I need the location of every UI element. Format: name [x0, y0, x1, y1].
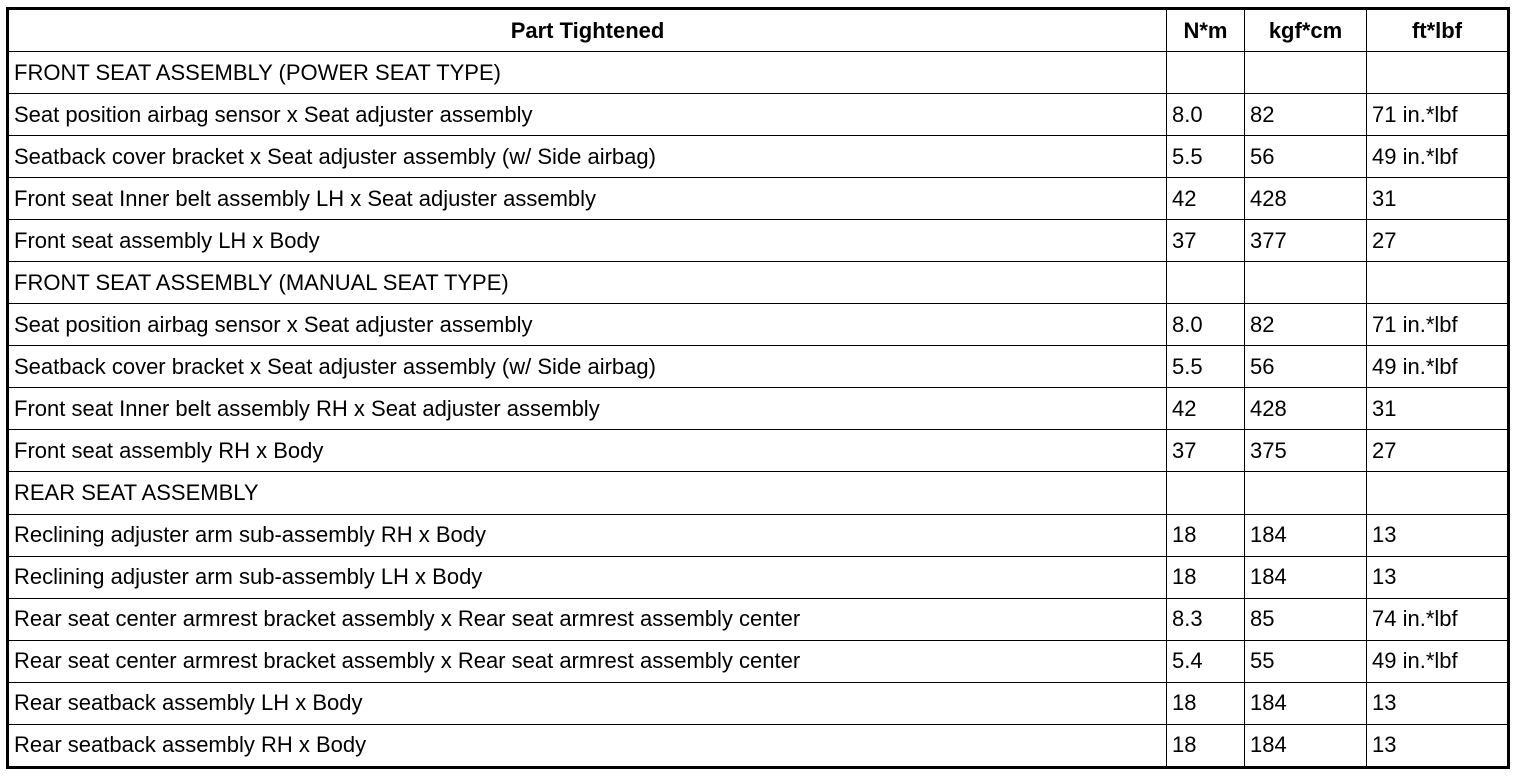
cell-ftlbf: 13	[1367, 556, 1509, 598]
table-row	[8, 640, 1509, 682]
cell-part: Front seat Inner belt assembly LH x Seat adjuster assembly	[8, 178, 1167, 220]
cell-nm: 8.0	[1167, 94, 1245, 136]
header-part-tightened: Part Tightened	[8, 9, 1167, 52]
cell-ftlbf: 49 in.*lbf	[1367, 640, 1509, 682]
cell-nm: 18	[1167, 724, 1245, 767]
cell-kgfcm: 56	[1245, 136, 1367, 178]
cell-kgfcm: 428	[1245, 388, 1367, 430]
cell-nm: 18	[1167, 682, 1245, 724]
cell-ftlbf: 49 in.*lbf	[1367, 136, 1509, 178]
cell-nm: 42	[1167, 388, 1245, 430]
table-row	[8, 388, 1509, 430]
table-row	[8, 598, 1509, 640]
table-row	[8, 556, 1509, 598]
header-nm: N*m	[1167, 9, 1245, 52]
cell-nm: 5.4	[1167, 640, 1245, 682]
cell-part: Seatback cover bracket x Seat adjuster assembly (w/ Side airbag)	[8, 136, 1167, 178]
cell-nm: 5.5	[1167, 136, 1245, 178]
cell-ftlbf: 74 in.*lbf	[1367, 598, 1509, 640]
cell-kgfcm: 184	[1245, 724, 1367, 767]
cell-kgfcm	[1245, 52, 1367, 94]
cell-ftlbf: 13	[1367, 682, 1509, 724]
header-row	[8, 9, 1509, 52]
cell-ftlbf: 71 in.*lbf	[1367, 94, 1509, 136]
cell-kgfcm: 184	[1245, 514, 1367, 556]
cell-nm: 18	[1167, 514, 1245, 556]
cell-ftlbf: 13	[1367, 514, 1509, 556]
cell-nm: 37	[1167, 430, 1245, 472]
cell-nm: 8.0	[1167, 304, 1245, 346]
cell-part: Front seat assembly RH x Body	[8, 430, 1167, 472]
table-row	[8, 220, 1509, 262]
cell-part: FRONT SEAT ASSEMBLY (POWER SEAT TYPE)	[8, 52, 1167, 94]
cell-ftlbf	[1367, 472, 1509, 514]
torque-specification-table	[6, 7, 1510, 769]
cell-part: Rear seatback assembly RH x Body	[8, 724, 1167, 767]
table-row	[8, 304, 1509, 346]
cell-part: FRONT SEAT ASSEMBLY (MANUAL SEAT TYPE)	[8, 262, 1167, 304]
cell-part: Reclining adjuster arm sub-assembly RH x Body	[8, 514, 1167, 556]
section-header-row	[8, 472, 1509, 514]
cell-part: REAR SEAT ASSEMBLY	[8, 472, 1167, 514]
table-header	[8, 9, 1509, 52]
cell-part: Seat position airbag sensor x Seat adjuster assembly	[8, 94, 1167, 136]
cell-kgfcm: 82	[1245, 94, 1367, 136]
cell-part: Seatback cover bracket x Seat adjuster assembly (w/ Side airbag)	[8, 346, 1167, 388]
cell-kgfcm: 377	[1245, 220, 1367, 262]
cell-kgfcm: 85	[1245, 598, 1367, 640]
cell-nm	[1167, 52, 1245, 94]
section-header-row	[8, 52, 1509, 94]
table-row	[8, 94, 1509, 136]
cell-nm	[1167, 262, 1245, 304]
table-row	[8, 430, 1509, 472]
table-row	[8, 682, 1509, 724]
cell-nm: 18	[1167, 556, 1245, 598]
cell-part: Front seat assembly LH x Body	[8, 220, 1167, 262]
cell-kgfcm: 184	[1245, 556, 1367, 598]
cell-kgfcm: 375	[1245, 430, 1367, 472]
cell-part: Seat position airbag sensor x Seat adjuster assembly	[8, 304, 1167, 346]
header-ftlbf: ft*lbf	[1367, 9, 1509, 52]
table-row	[8, 514, 1509, 556]
cell-ftlbf: 31	[1367, 178, 1509, 220]
table-row	[8, 178, 1509, 220]
cell-ftlbf: 49 in.*lbf	[1367, 346, 1509, 388]
cell-kgfcm: 56	[1245, 346, 1367, 388]
cell-part: Rear seatback assembly LH x Body	[8, 682, 1167, 724]
cell-ftlbf	[1367, 52, 1509, 94]
cell-kgfcm	[1245, 472, 1367, 514]
cell-ftlbf: 27	[1367, 430, 1509, 472]
cell-part: Rear seat center armrest bracket assembly x Rear seat armrest assembly center	[8, 598, 1167, 640]
section-header-row	[8, 262, 1509, 304]
cell-part: Reclining adjuster arm sub-assembly LH x Body	[8, 556, 1167, 598]
table-row	[8, 724, 1509, 767]
cell-nm	[1167, 472, 1245, 514]
cell-kgfcm: 428	[1245, 178, 1367, 220]
cell-ftlbf: 27	[1367, 220, 1509, 262]
cell-nm: 5.5	[1167, 346, 1245, 388]
cell-ftlbf	[1367, 262, 1509, 304]
cell-nm: 42	[1167, 178, 1245, 220]
cell-kgfcm	[1245, 262, 1367, 304]
table-body	[8, 52, 1509, 768]
table-row	[8, 136, 1509, 178]
cell-kgfcm: 184	[1245, 682, 1367, 724]
cell-ftlbf: 13	[1367, 724, 1509, 767]
cell-ftlbf: 71 in.*lbf	[1367, 304, 1509, 346]
cell-kgfcm: 82	[1245, 304, 1367, 346]
cell-kgfcm: 55	[1245, 640, 1367, 682]
cell-nm: 8.3	[1167, 598, 1245, 640]
cell-part: Rear seat center armrest bracket assembly x Rear seat armrest assembly center	[8, 640, 1167, 682]
cell-ftlbf: 31	[1367, 388, 1509, 430]
header-kgfcm: kgf*cm	[1245, 9, 1367, 52]
cell-nm: 37	[1167, 220, 1245, 262]
cell-part: Front seat Inner belt assembly RH x Seat adjuster assembly	[8, 388, 1167, 430]
table-row	[8, 346, 1509, 388]
